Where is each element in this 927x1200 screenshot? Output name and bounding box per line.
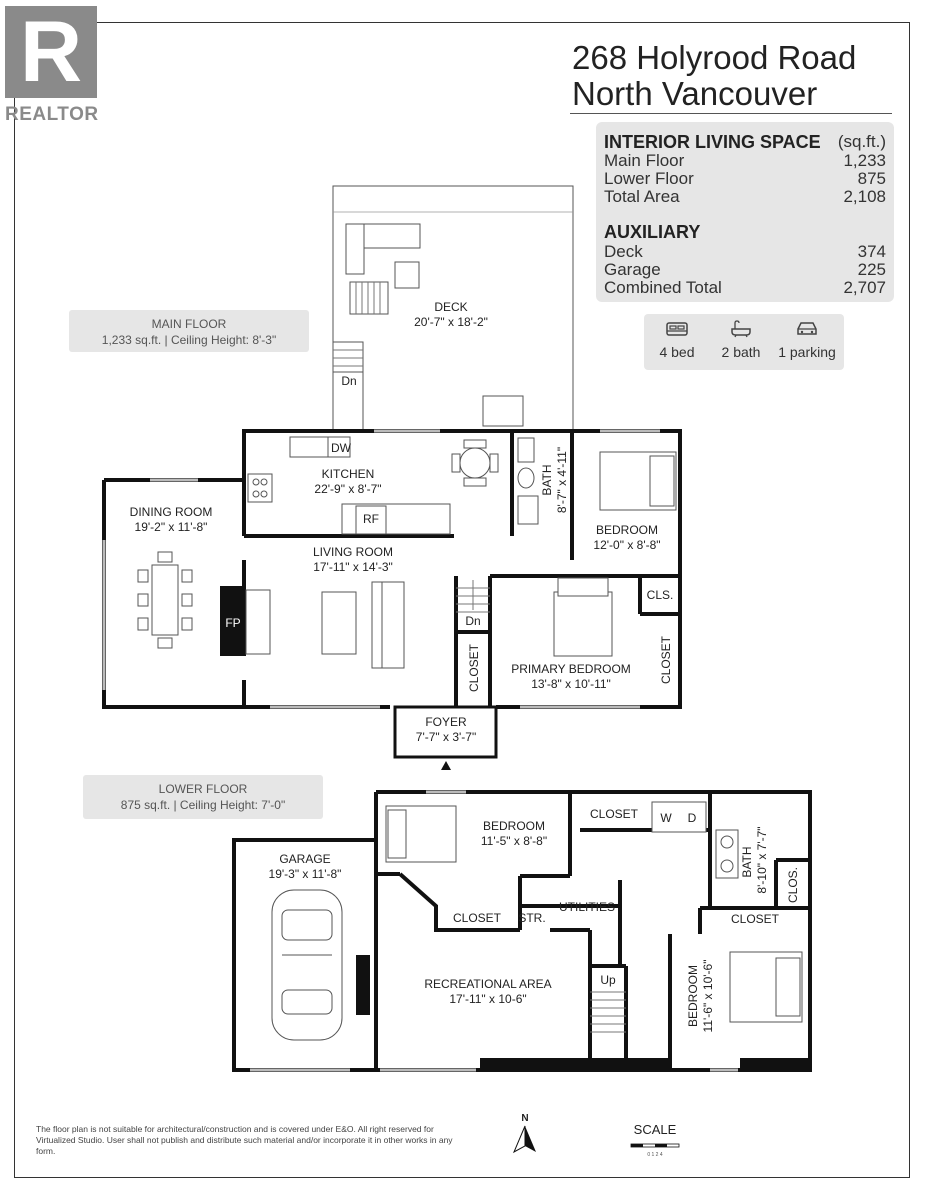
living-dimensions: 17'-11" x 14'-3": [313, 560, 393, 574]
area-label: Deck: [604, 242, 643, 261]
deck-dimensions: 20'-7" x 18'-2": [414, 315, 488, 329]
closet-main-label: CLS.: [646, 588, 674, 602]
recreational-name: RECREATIONAL AREA: [424, 977, 552, 991]
closet-lower-right-label: CLOSET: [730, 912, 780, 926]
logo-letter: R: [19, 4, 83, 100]
area-value: 374: [857, 242, 886, 261]
dining-table: [138, 552, 192, 648]
foyer-name: FOYER: [425, 715, 467, 729]
area-value: 2,108: [843, 187, 886, 206]
dining-dimensions: 19'-2" x 11'-8": [134, 520, 208, 534]
logo-brand: REALTOR: [5, 104, 99, 125]
foyer-dimensions: 7'-7" x 3'-7": [415, 730, 477, 744]
garage-name: GARAGE: [279, 852, 331, 866]
deck-name: DECK: [434, 300, 468, 314]
area-value: 2,707: [843, 278, 886, 297]
fridge-label: RF: [363, 512, 379, 526]
bath-main-dimensions: 8'-7" x 4'-11": [555, 446, 569, 514]
stairs-main: [456, 580, 490, 612]
area-value: 225: [857, 260, 886, 279]
auxiliary-heading: AUXILIARY: [604, 222, 701, 242]
address-line-2: North Vancouver: [572, 75, 818, 112]
washer-label: W: [660, 811, 672, 825]
scale-bar-graphic: [630, 1143, 680, 1149]
bedroom-main-name: BEDROOM: [595, 523, 659, 537]
primary-dimensions: 13'-8" x 10'-11": [531, 677, 611, 691]
area-label: Garage: [604, 260, 661, 279]
unit-label: (sq.ft.): [837, 132, 886, 151]
dishwasher-label: DW: [331, 441, 351, 455]
area-value: 875: [857, 169, 886, 188]
area-value: 1,233: [843, 151, 886, 170]
bath-lower-name: BATH: [740, 846, 754, 878]
stairs-lower: [590, 992, 626, 1032]
north-arrow-icon: [510, 1124, 540, 1154]
bedroom-lower1-dimensions: 11'-5" x 8'-8": [480, 834, 548, 848]
bedroom-lower1-name: BEDROOM: [482, 819, 546, 833]
scale-bar: [630, 1122, 680, 1158]
north-arrow: [510, 1113, 540, 1158]
feature-label: 1 parking: [778, 344, 836, 360]
north-label: N: [521, 1113, 529, 1124]
clos-lower-label: CLOS.: [786, 866, 800, 904]
area-label: Main Floor: [604, 151, 685, 170]
closet-lower-top-label: CLOSET: [589, 807, 639, 821]
stair-main-label: Dn: [465, 614, 481, 628]
scale-label: SCALE: [633, 1122, 677, 1137]
deck-stair-label: Dn: [341, 374, 357, 388]
bath-main-name: BATH: [540, 464, 554, 496]
scale-ticks: 0 1 2 4: [647, 1152, 663, 1158]
bath-lower-dimensions: 8'-10" x 7'-7": [755, 826, 769, 894]
lower-floor-title: LOWER FLOOR: [158, 782, 248, 796]
closet-living-label: CLOSET: [467, 643, 481, 693]
garage-dimensions: 19'-3" x 11'-8": [268, 867, 342, 881]
kitchen-name: KITCHEN: [321, 467, 375, 481]
fireplace-label: FP: [225, 616, 241, 630]
storage-label: STR.: [518, 911, 546, 925]
disclaimer-text: The floor plan is not suitable for architectural/construction and is covered under E&O. All right reserved for Virtualized Studio. User shall not publish and distribute such material and/or incorporate it in other works in any form.: [36, 1124, 453, 1156]
closet-lower-mid-label: CLOSET: [452, 911, 502, 925]
feature-label: 2 bath: [721, 344, 761, 360]
bedroom-lower2-name: BEDROOM: [686, 964, 700, 1028]
area-label: Total Area: [604, 187, 680, 206]
recreational-dimensions: 17'-11" x 10-6": [449, 992, 527, 1006]
feature-label: 4 bed: [659, 344, 695, 360]
bedroom-main-dimensions: 12'-0" x 8'-8": [593, 538, 661, 552]
bath-main-fixtures: [518, 438, 538, 524]
closet-primary-label: CLOSET: [659, 635, 673, 685]
bedroom-lower2-dimensions: 11'-6" x 10'-6": [701, 959, 715, 1033]
area-label: Combined Total: [604, 278, 722, 297]
living-name: LIVING ROOM: [312, 545, 394, 559]
dining-name: DINING ROOM: [129, 505, 213, 519]
address-line-1: 268 Holyrood Road: [572, 39, 857, 76]
main-floor-title: MAIN FLOOR: [151, 317, 227, 331]
lower-floor-details: 875 sq.ft. | Ceiling Height: 7'-0": [120, 798, 286, 812]
entry-marker: [441, 761, 451, 770]
dryer-label: D: [687, 811, 697, 825]
interior-heading: INTERIOR LIVING SPACE: [604, 132, 821, 152]
utilities-label: UTILITIES: [558, 900, 616, 914]
primary-name: PRIMARY BEDROOM: [511, 662, 631, 676]
garage-car: [272, 890, 342, 1040]
kitchen-dimensions: 22'-9" x 8'-7": [314, 482, 382, 496]
living-fixtures: [220, 582, 404, 668]
area-label: Lower Floor: [604, 169, 694, 188]
stair-lower-label: Up: [600, 973, 616, 987]
main-floor-details: 1,233 sq.ft. | Ceiling Height: 8'-3": [101, 333, 277, 347]
